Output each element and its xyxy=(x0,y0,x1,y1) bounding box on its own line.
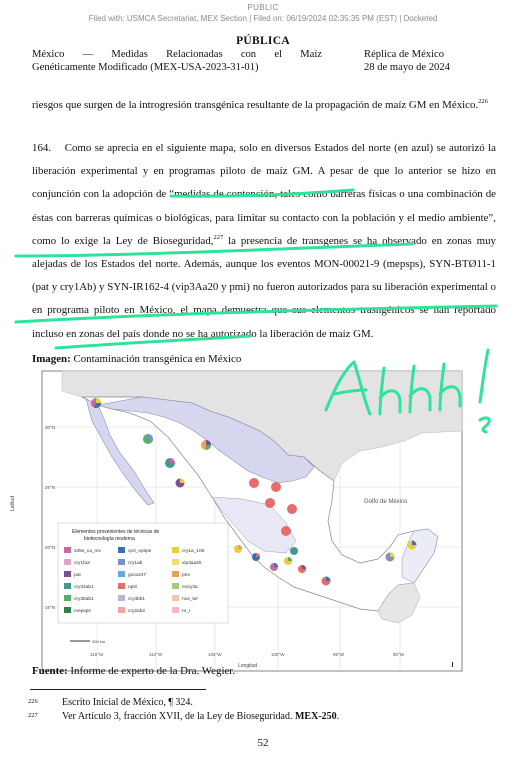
lon-tick: 90°W xyxy=(393,652,405,657)
page-number: 52 xyxy=(257,737,269,749)
legend-label: cry3bb1 xyxy=(128,597,146,603)
lon-tick: 105°W xyxy=(208,652,222,657)
source-text: Informe de experto de la Dra. Wegier. xyxy=(70,665,236,677)
footnote xyxy=(28,711,339,722)
legend-swatch xyxy=(172,607,179,613)
legend-swatch xyxy=(118,547,125,553)
footnote-number: 227 xyxy=(28,712,38,719)
legend-title: Elementos provenientes de técnicas de xyxy=(72,529,160,535)
legend-swatch xyxy=(64,583,71,589)
legend-swatch xyxy=(64,547,71,553)
doc-date: 28 de mayo de 2024 xyxy=(364,62,450,73)
handwriting-stroke xyxy=(480,350,488,402)
paragraph-text: . xyxy=(370,327,374,340)
pie-marker xyxy=(322,577,331,586)
case-title xyxy=(32,48,322,74)
legend-label: cry35ab1 xyxy=(74,597,94,603)
legend-swatch xyxy=(172,547,179,553)
lon-tick: 95°W xyxy=(333,652,345,657)
lon-tick: 115°W xyxy=(90,652,104,657)
doc-title: Réplica de México xyxy=(364,49,445,60)
figure-source xyxy=(32,665,235,677)
footnote-ref[interactable]: 226 xyxy=(478,98,488,105)
x-axis-label: Longitud xyxy=(238,663,258,669)
lat-tick: 15°N xyxy=(45,605,56,610)
paragraph-text: Como se aprecia en el siguiente mapa, solo en diversos Estados del norte (en azul) se autorizó la liberación experimental y en programas piloto de maíz GM. A pesar de que lo anterior se hizo en conjunción con la xyxy=(32,142,497,201)
paragraph-text: la presencia de xyxy=(228,234,298,247)
footnote xyxy=(28,697,193,708)
pie-marker xyxy=(91,398,101,408)
legend-title: biotecnología moderna xyxy=(84,536,135,542)
lat-tick: 20°N xyxy=(45,545,56,550)
figure-caption xyxy=(32,353,241,365)
legend-label: vip3aa20 xyxy=(182,561,202,567)
pie-marker xyxy=(234,545,242,553)
case-title-word: el xyxy=(274,49,282,60)
case-title-word: Medidas xyxy=(111,49,148,60)
footnote-number: 226 xyxy=(28,698,38,705)
legend-label: cry1ab xyxy=(128,561,143,567)
footnote-rule xyxy=(30,689,206,690)
legend-label: goxv247 xyxy=(128,573,147,579)
pie-marker xyxy=(249,478,259,488)
source-label: Fuente: xyxy=(32,665,68,677)
footnote-text: Escrito Inicial de México, ¶ 324. xyxy=(62,697,193,708)
legend-swatch xyxy=(118,607,125,613)
pie-marker xyxy=(287,504,297,514)
highlighted-text: sus elementos trasngénicos se han reportado incluso en zonas del país donde no se ha autorizado la liberación de maíz GM xyxy=(32,304,496,340)
pie-marker xyxy=(201,440,211,450)
pie-marker xyxy=(143,434,153,444)
paragraph-number: 164. xyxy=(32,142,52,154)
case-title-word: Relacionadas xyxy=(166,49,223,60)
legend-label: pmi xyxy=(182,573,190,579)
lat-tick: 30°N xyxy=(45,425,56,430)
pie-marker xyxy=(408,541,417,550)
legend-label: cp4_epsps xyxy=(128,549,152,555)
legend-label: nptii xyxy=(128,585,137,591)
footnote-text: Ver Artículo 3, fracción XVII, de la Ley de Bioseguridad. xyxy=(62,711,295,722)
public-stamp: PUBLIC xyxy=(247,3,279,12)
gulf-label: Golfo de México xyxy=(364,499,408,505)
legend-swatch xyxy=(172,583,179,589)
case-title-word: — xyxy=(82,49,94,60)
legend-swatch xyxy=(172,559,179,565)
page-mark xyxy=(452,662,453,667)
paragraph-text: riesgos que surgen de la introgresión transgénica resultante de la propagación de maíz GM en México. xyxy=(32,99,479,111)
legend-label: mcry3a xyxy=(182,585,198,591)
legend-label: nos_ter xyxy=(182,597,198,603)
legend-label: cry2ab2 xyxy=(128,609,146,615)
figure-caption-text: Contaminación transgénica en México xyxy=(73,353,242,365)
legend-label: cry1a_105 xyxy=(182,549,205,555)
legend-label: pat xyxy=(74,573,81,579)
case-title-word: México xyxy=(32,49,65,60)
legend-swatch xyxy=(172,571,179,577)
highlighted-text: adopción de “medidas de contención xyxy=(113,188,275,201)
legend-swatch xyxy=(64,607,71,613)
legend-swatch xyxy=(118,559,125,565)
paragraph-text: . Además, aunque los eventos MON-00021-9 (mepsps), SYN-BTØ11-1 (pat y cry1Ab) y SYN-IR162-4 (vip3Aa20 y pmi) no fueron autorizados para su liberación experimental o en programa piloto en México, el mapa demuestra que xyxy=(32,258,496,317)
legend-swatch xyxy=(64,559,71,565)
legend-label: mepsps xyxy=(74,609,91,615)
filing-line: Filed with: USMCA Secretariat, MEX Section | Filed on: 06/19/2024 02:35:35 PM (EST) | Docketed xyxy=(88,14,438,23)
handwriting-stroke xyxy=(480,418,489,432)
legend-swatch xyxy=(64,571,71,577)
paragraph-164 xyxy=(32,137,496,346)
pie-marker xyxy=(386,553,395,562)
classification-label: PÚBLICA xyxy=(236,35,290,47)
case-title-word: Maíz xyxy=(300,49,322,60)
scale-label: 300 km xyxy=(92,639,106,644)
highlighted-text: transgenes se ha observado en zonas muy alejadas de los Estados del norte xyxy=(32,234,496,271)
legend-label: cry34ab1 xyxy=(74,585,94,591)
map-legend xyxy=(58,523,228,623)
figure-label: Imagen: xyxy=(32,353,71,365)
paragraph-text: , tales como barreras físicas o una combinación de éstas con barreras químicas o biológicas, para limitar su contacto con la población y el medio ambiente”, como lo exige la Ley de Bioseguridad, xyxy=(32,188,496,247)
legend-swatch xyxy=(118,571,125,577)
pie-marker xyxy=(271,482,281,492)
lat-tick: 25°N xyxy=(45,485,56,490)
legend-swatch xyxy=(118,595,125,601)
case-number: Genéticamente Modificado (MEX-USA-2023-31-01) xyxy=(32,62,259,73)
legend-swatch xyxy=(118,583,125,589)
document-title xyxy=(364,48,504,74)
pie-marker xyxy=(165,458,175,468)
footnote-ref[interactable]: 227 xyxy=(213,233,224,241)
lon-tick: 100°W xyxy=(271,652,285,657)
paragraph-1 xyxy=(32,94,496,117)
case-title-word: con xyxy=(240,49,257,60)
pie-marker xyxy=(176,479,185,488)
pie-marker xyxy=(298,565,306,573)
pie-marker xyxy=(270,563,278,571)
legend-label: cry1fa2 xyxy=(74,561,90,567)
legend-swatch xyxy=(172,595,179,601)
legend-label: nr_r xyxy=(182,609,191,615)
lon-tick: 110°W xyxy=(149,652,163,657)
pie-marker xyxy=(265,498,275,508)
legend-swatch xyxy=(64,595,71,601)
pie-marker xyxy=(252,553,260,561)
pie-marker xyxy=(281,526,291,536)
y-axis-label: Latitud xyxy=(10,495,16,511)
exhibit-ref[interactable]: MEX-250 xyxy=(294,711,337,722)
handwriting-text: Ahhh! xyxy=(0,0,3,1)
legend-label: s35s_ca_mv xyxy=(74,549,101,555)
footnote-text: . xyxy=(336,711,340,722)
pie-marker xyxy=(290,547,298,555)
pie-marker xyxy=(284,557,292,565)
